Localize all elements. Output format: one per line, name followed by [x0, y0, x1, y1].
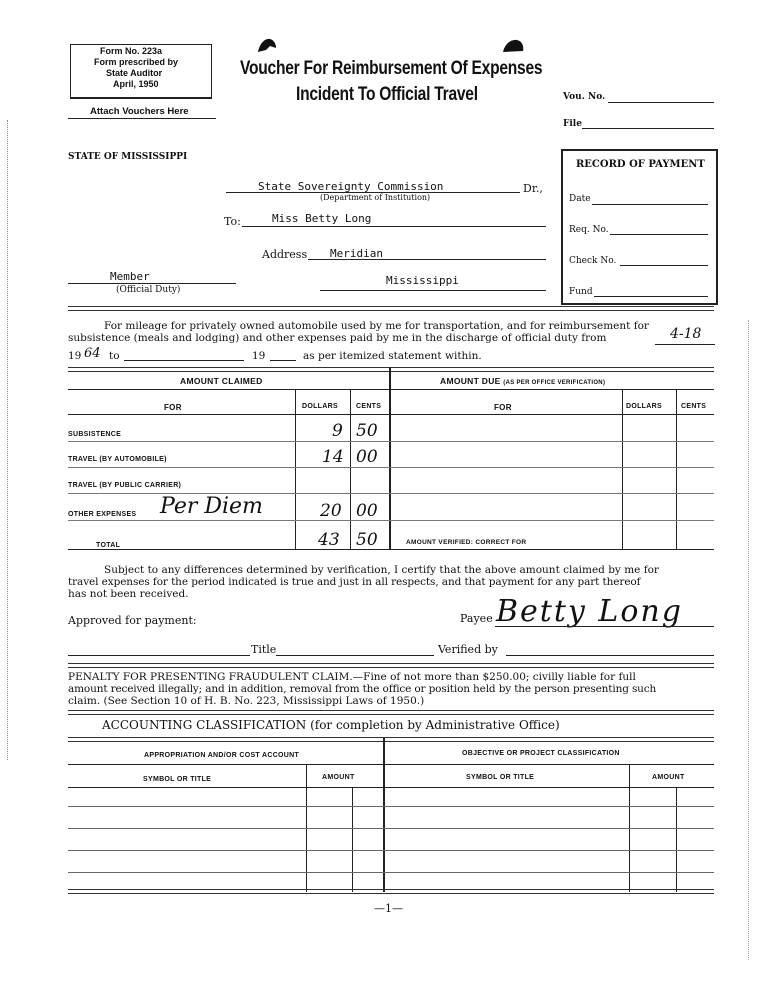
attach-vouchers-label: Attach Vouchers Here	[90, 106, 189, 117]
page-number: —1—	[374, 902, 403, 915]
acct-row-line-3[interactable]	[68, 850, 714, 851]
acct-vline-3	[383, 738, 385, 892]
left-amount-header: AMOUNT	[322, 774, 355, 781]
address-value[interactable]: Meridian	[330, 247, 383, 260]
claimed-dollars-header: DOLLARS	[302, 403, 338, 410]
to-year-field[interactable]	[270, 360, 296, 361]
state-label: STATE OF MISSISSIPPI	[68, 152, 188, 162]
verified-by-label: Verified by	[438, 643, 498, 656]
section-divider-3	[68, 710, 714, 715]
rop-req-no-label: Req. No.	[569, 225, 609, 235]
objective-header: OBJECTIVE OR PROJECT CLASSIFICATION	[462, 750, 620, 757]
accounting-subheader-line	[68, 787, 714, 788]
certification-line-1: Subject to any differences determined by verification, I certify that the above amount claimed by me for	[104, 564, 659, 576]
form-number: Form No. 223a	[100, 46, 163, 56]
accounting-top-rule	[68, 737, 714, 742]
row-line-1	[68, 441, 714, 442]
to-value[interactable]: Miss Betty Long	[272, 212, 372, 225]
amount-claimed-header: AMOUNT CLAIMED	[180, 376, 263, 386]
form-prescribed-by: Form prescribed by	[94, 57, 179, 67]
amount-due-header	[440, 376, 605, 386]
amount-vline-4	[622, 389, 623, 549]
acct-vline-5	[676, 787, 677, 892]
vou-no-label: Vou. No.	[563, 92, 606, 102]
amount-due-sub: (AS PER OFFICE VERIFICATION)	[503, 380, 606, 386]
approved-label: Approved for payment:	[68, 614, 197, 627]
statement-to-label: to	[109, 350, 120, 362]
statement-line-2: subsistence (meals and lodging) and other expenses paid by me in the discharge of official duty from	[68, 332, 607, 344]
state-underline	[320, 290, 546, 291]
amount-vline-3	[389, 367, 391, 549]
certification-line-3: has not been received.	[68, 588, 189, 600]
row-other-note[interactable]: Per Diem	[160, 494, 263, 519]
amount-subheader-line	[68, 414, 714, 415]
rop-date-field[interactable]	[592, 204, 708, 205]
year-value[interactable]: 64	[84, 346, 101, 361]
official-duty-caption: (Official Duty)	[116, 285, 181, 295]
address-label: Address	[262, 248, 308, 261]
row-total-dollars[interactable]: 43	[318, 530, 340, 550]
to-underline	[242, 226, 546, 227]
state-value[interactable]: Mississippi	[386, 274, 459, 287]
row-subsistence-dollars[interactable]: 9	[332, 421, 343, 441]
to-date-field[interactable]	[124, 360, 244, 361]
from-date-value[interactable]: 4-18	[670, 326, 702, 342]
statement-line-1: For mileage for privately owned automobile used by me for transportation, and for reimbursement for	[104, 320, 649, 332]
rop-req-no-field[interactable]	[610, 234, 708, 235]
from-date-underline	[655, 344, 715, 345]
row-travel-public-label: TRAVEL (BY PUBLIC CARRIER)	[68, 482, 182, 489]
seal-left-icon	[256, 36, 278, 58]
form-date: April, 1950	[113, 79, 159, 89]
acct-row-line-1[interactable]	[68, 806, 714, 807]
amount-vline-5	[676, 389, 677, 549]
row-travel-auto-label: TRAVEL (BY AUTOMOBILE)	[68, 456, 167, 463]
claimed-for-header: FOR	[164, 403, 182, 412]
penalty-line-3: claim. (See Section 10 of H. B. No. 223, Mississippi Laws of 1950.)	[68, 695, 425, 707]
due-for-header: FOR	[494, 403, 512, 412]
penalty-line-2: amount received illegally; and in addition, removal from the office or position held by the person presenting such	[68, 683, 657, 695]
voucher-title: Voucher For Reimbursement Of Expenses	[240, 58, 543, 79]
row-travel-auto-cents[interactable]: 00	[356, 447, 378, 467]
payee-signature[interactable]: Betty Long	[496, 594, 683, 629]
row-other-dollars[interactable]: 20	[320, 501, 342, 521]
to-label: To:	[224, 215, 241, 228]
rop-check-no-field[interactable]	[620, 265, 708, 266]
verified-by-field[interactable]	[506, 655, 714, 656]
left-symbol-header: SYMBOL OR TITLE	[143, 776, 212, 783]
acct-row-line-4[interactable]	[68, 872, 714, 873]
amount-due-label: AMOUNT DUE	[440, 376, 501, 386]
rop-check-no-label: Check No.	[569, 256, 617, 266]
year-prefix: 19	[68, 350, 82, 362]
right-amount-header: AMOUNT	[652, 774, 685, 781]
rop-fund-field[interactable]	[594, 296, 708, 297]
approver-line[interactable]	[68, 655, 250, 656]
amount-vline-2	[350, 389, 351, 549]
row-total-cents[interactable]: 50	[356, 530, 378, 550]
accounting-header-line	[68, 764, 714, 765]
row-subsistence-label: SUBSISTENCE	[68, 431, 122, 438]
accounting-bottom-rule	[68, 889, 714, 894]
voucher-subtitle: Incident To Official Travel	[296, 84, 478, 105]
acct-row-line-2[interactable]	[68, 828, 714, 829]
official-duty-underline	[68, 283, 236, 284]
official-duty-value[interactable]: Member	[110, 270, 150, 283]
title-label: Title	[251, 643, 277, 656]
record-of-payment-title: RECORD OF PAYMENT	[576, 159, 705, 170]
certification-line-2: travel expenses for the period indicated is true and just in all respects, and that payment for any part thereof	[68, 576, 641, 588]
row-subsistence-cents[interactable]: 50	[356, 421, 378, 441]
payee-label: Payee	[460, 612, 493, 625]
file-field[interactable]	[582, 128, 714, 129]
amount-table-bottom	[68, 549, 714, 550]
rop-date-label: Date	[569, 194, 591, 204]
row-travel-auto-dollars[interactable]: 14	[322, 447, 344, 467]
dr-label: Dr.,	[523, 182, 543, 195]
row-line-2	[68, 467, 714, 468]
file-label: File	[563, 119, 582, 129]
department-caption: (Department of Institution)	[320, 193, 431, 202]
form-state-auditor: State Auditor	[106, 68, 163, 78]
section-divider-2	[68, 663, 714, 668]
appropriation-header: APPROPRIATION AND/OR COST ACCOUNT	[144, 752, 300, 759]
statement-nineteen: 19	[252, 350, 266, 362]
address-underline	[308, 259, 546, 260]
amount-vline-1	[295, 389, 296, 549]
amount-verified-label: AMOUNT VERIFIED: CORRECT FOR	[406, 539, 527, 546]
title-field[interactable]	[276, 655, 434, 656]
scan-edge-left	[7, 120, 8, 760]
due-dollars-header: DOLLARS	[626, 403, 662, 410]
row-other-label: OTHER EXPENSES	[68, 511, 137, 518]
vou-no-field[interactable]	[608, 102, 714, 103]
section-divider-1	[68, 306, 714, 311]
seal-right-icon	[500, 38, 526, 58]
attach-underline	[68, 118, 216, 119]
amount-table-top	[68, 367, 714, 372]
row-other-cents[interactable]: 00	[356, 501, 378, 521]
row-total-label: TOTAL	[96, 542, 121, 549]
claimed-cents-header: CENTS	[356, 403, 382, 410]
due-cents-header: CENTS	[681, 403, 707, 410]
accounting-title: ACCOUNTING CLASSIFICATION (for completion by Administrative Office)	[102, 718, 560, 732]
row-line-4	[68, 520, 714, 521]
statement-tail: as per itemized statement within.	[303, 350, 482, 362]
amount-header-line	[68, 389, 714, 390]
department-value[interactable]: State Sovereignty Commission	[258, 180, 444, 193]
rop-fund-label: Fund	[569, 287, 593, 297]
penalty-line-1: PENALTY FOR PRESENTING FRAUDULENT CLAIM.—Fine of not more than $250.00; civilly liable for full	[68, 671, 636, 683]
right-symbol-header: SYMBOL OR TITLE	[466, 774, 535, 781]
scan-edge-right	[748, 320, 749, 960]
acct-vline-2	[352, 787, 353, 892]
payee-underline	[495, 626, 714, 627]
